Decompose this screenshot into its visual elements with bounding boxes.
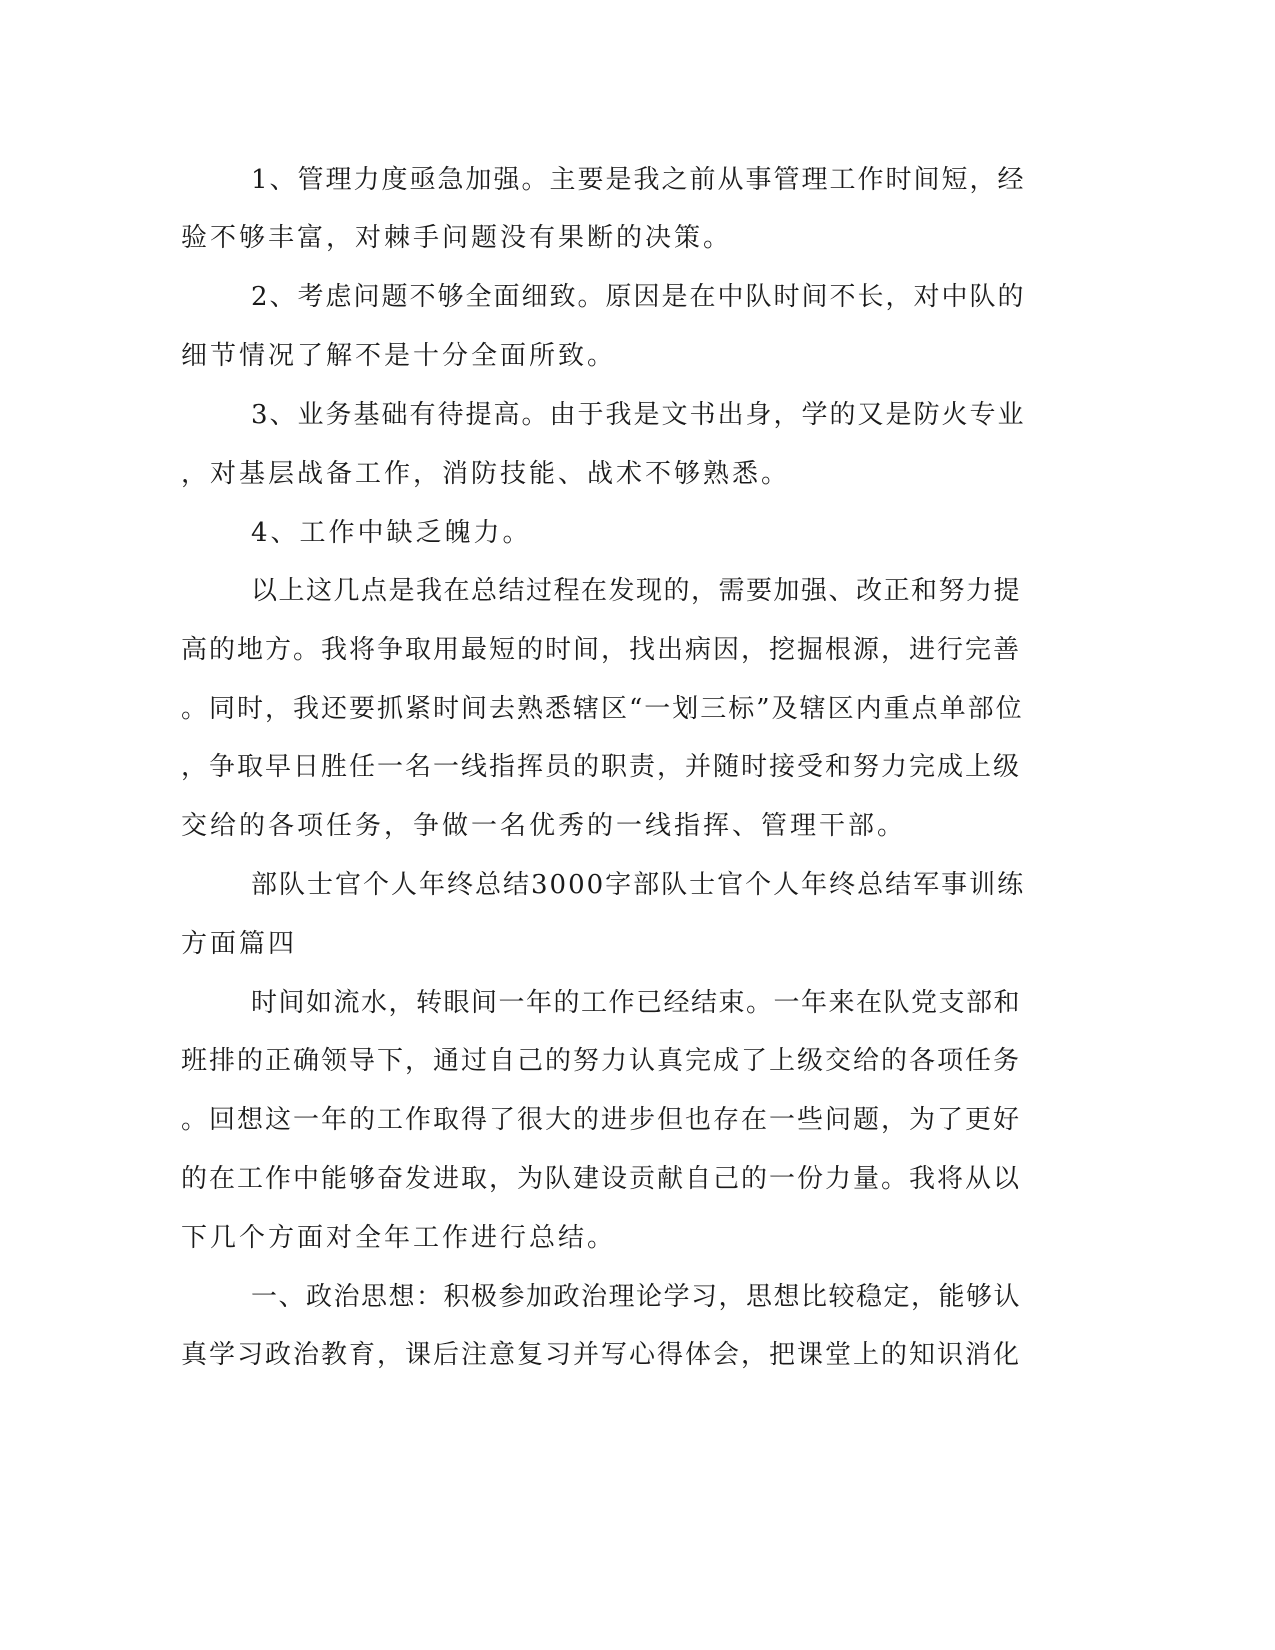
text-line: 下几个方面对全年工作进行总结。	[181, 1223, 617, 1253]
text-line: ，争取早日胜任一名一线指挥员的职责，并随时接受和努力完成上级	[181, 752, 1022, 782]
text-line: 3、业务基础有待提高。由于我是文书出身，学的又是防火专业	[251, 400, 1026, 430]
text-line: 的在工作中能够奋发进取，为队建设贡献自己的一份力量。我将从以	[181, 1164, 1022, 1194]
text-line: 。同时，我还要抓紧时间去熟悉辖区“一划三标”及辖区内重点单部位	[181, 694, 1024, 724]
text-line: 。回想这一年的工作取得了很大的进步但也存在一些问题，为了更好	[181, 1105, 1022, 1135]
text-line: 4、工作中缺乏魄力。	[251, 518, 532, 548]
text-line: 细节情况了解不是十分全面所致。	[181, 341, 617, 371]
text-line: 以上这几点是我在总结过程在发现的，需要加强、改正和努力提	[251, 576, 1022, 606]
text-line: 2、考虑问题不够全面细致。原因是在中队时间不长，对中队的	[251, 282, 1026, 312]
text-line: 时间如流水，转眼间一年的工作已经结束。一年来在队党支部和	[251, 988, 1022, 1018]
text-line: 高的地方。我将争取用最短的时间，找出病因，挖掘根源，进行完善	[181, 635, 1022, 665]
text-line: 验不够丰富，对棘手问题没有果断的决策。	[181, 223, 733, 253]
text-line: 一、政治思想：积极参加政治理论学习，思想比较稳定，能够认	[251, 1282, 1022, 1312]
text-line: 1、管理力度亟急加强。主要是我之前从事管理工作时间短，经	[251, 165, 1026, 195]
text-line: 班排的正确领导下，通过自己的努力认真完成了上级交给的各项任务	[181, 1046, 1022, 1076]
text-line: 部队士官个人年终总结3000字部队士官个人年终总结军事训练	[251, 870, 1026, 900]
text-line: ，对基层战备工作，消防技能、战术不够熟悉。	[181, 459, 791, 489]
text-line: 方面篇四	[181, 929, 298, 959]
text-line: 交给的各项任务，争做一名优秀的一线指挥、管理干部。	[181, 811, 907, 841]
text-line: 真学习政治教育，课后注意复习并写心得体会，把课堂上的知识消化	[181, 1340, 1022, 1370]
